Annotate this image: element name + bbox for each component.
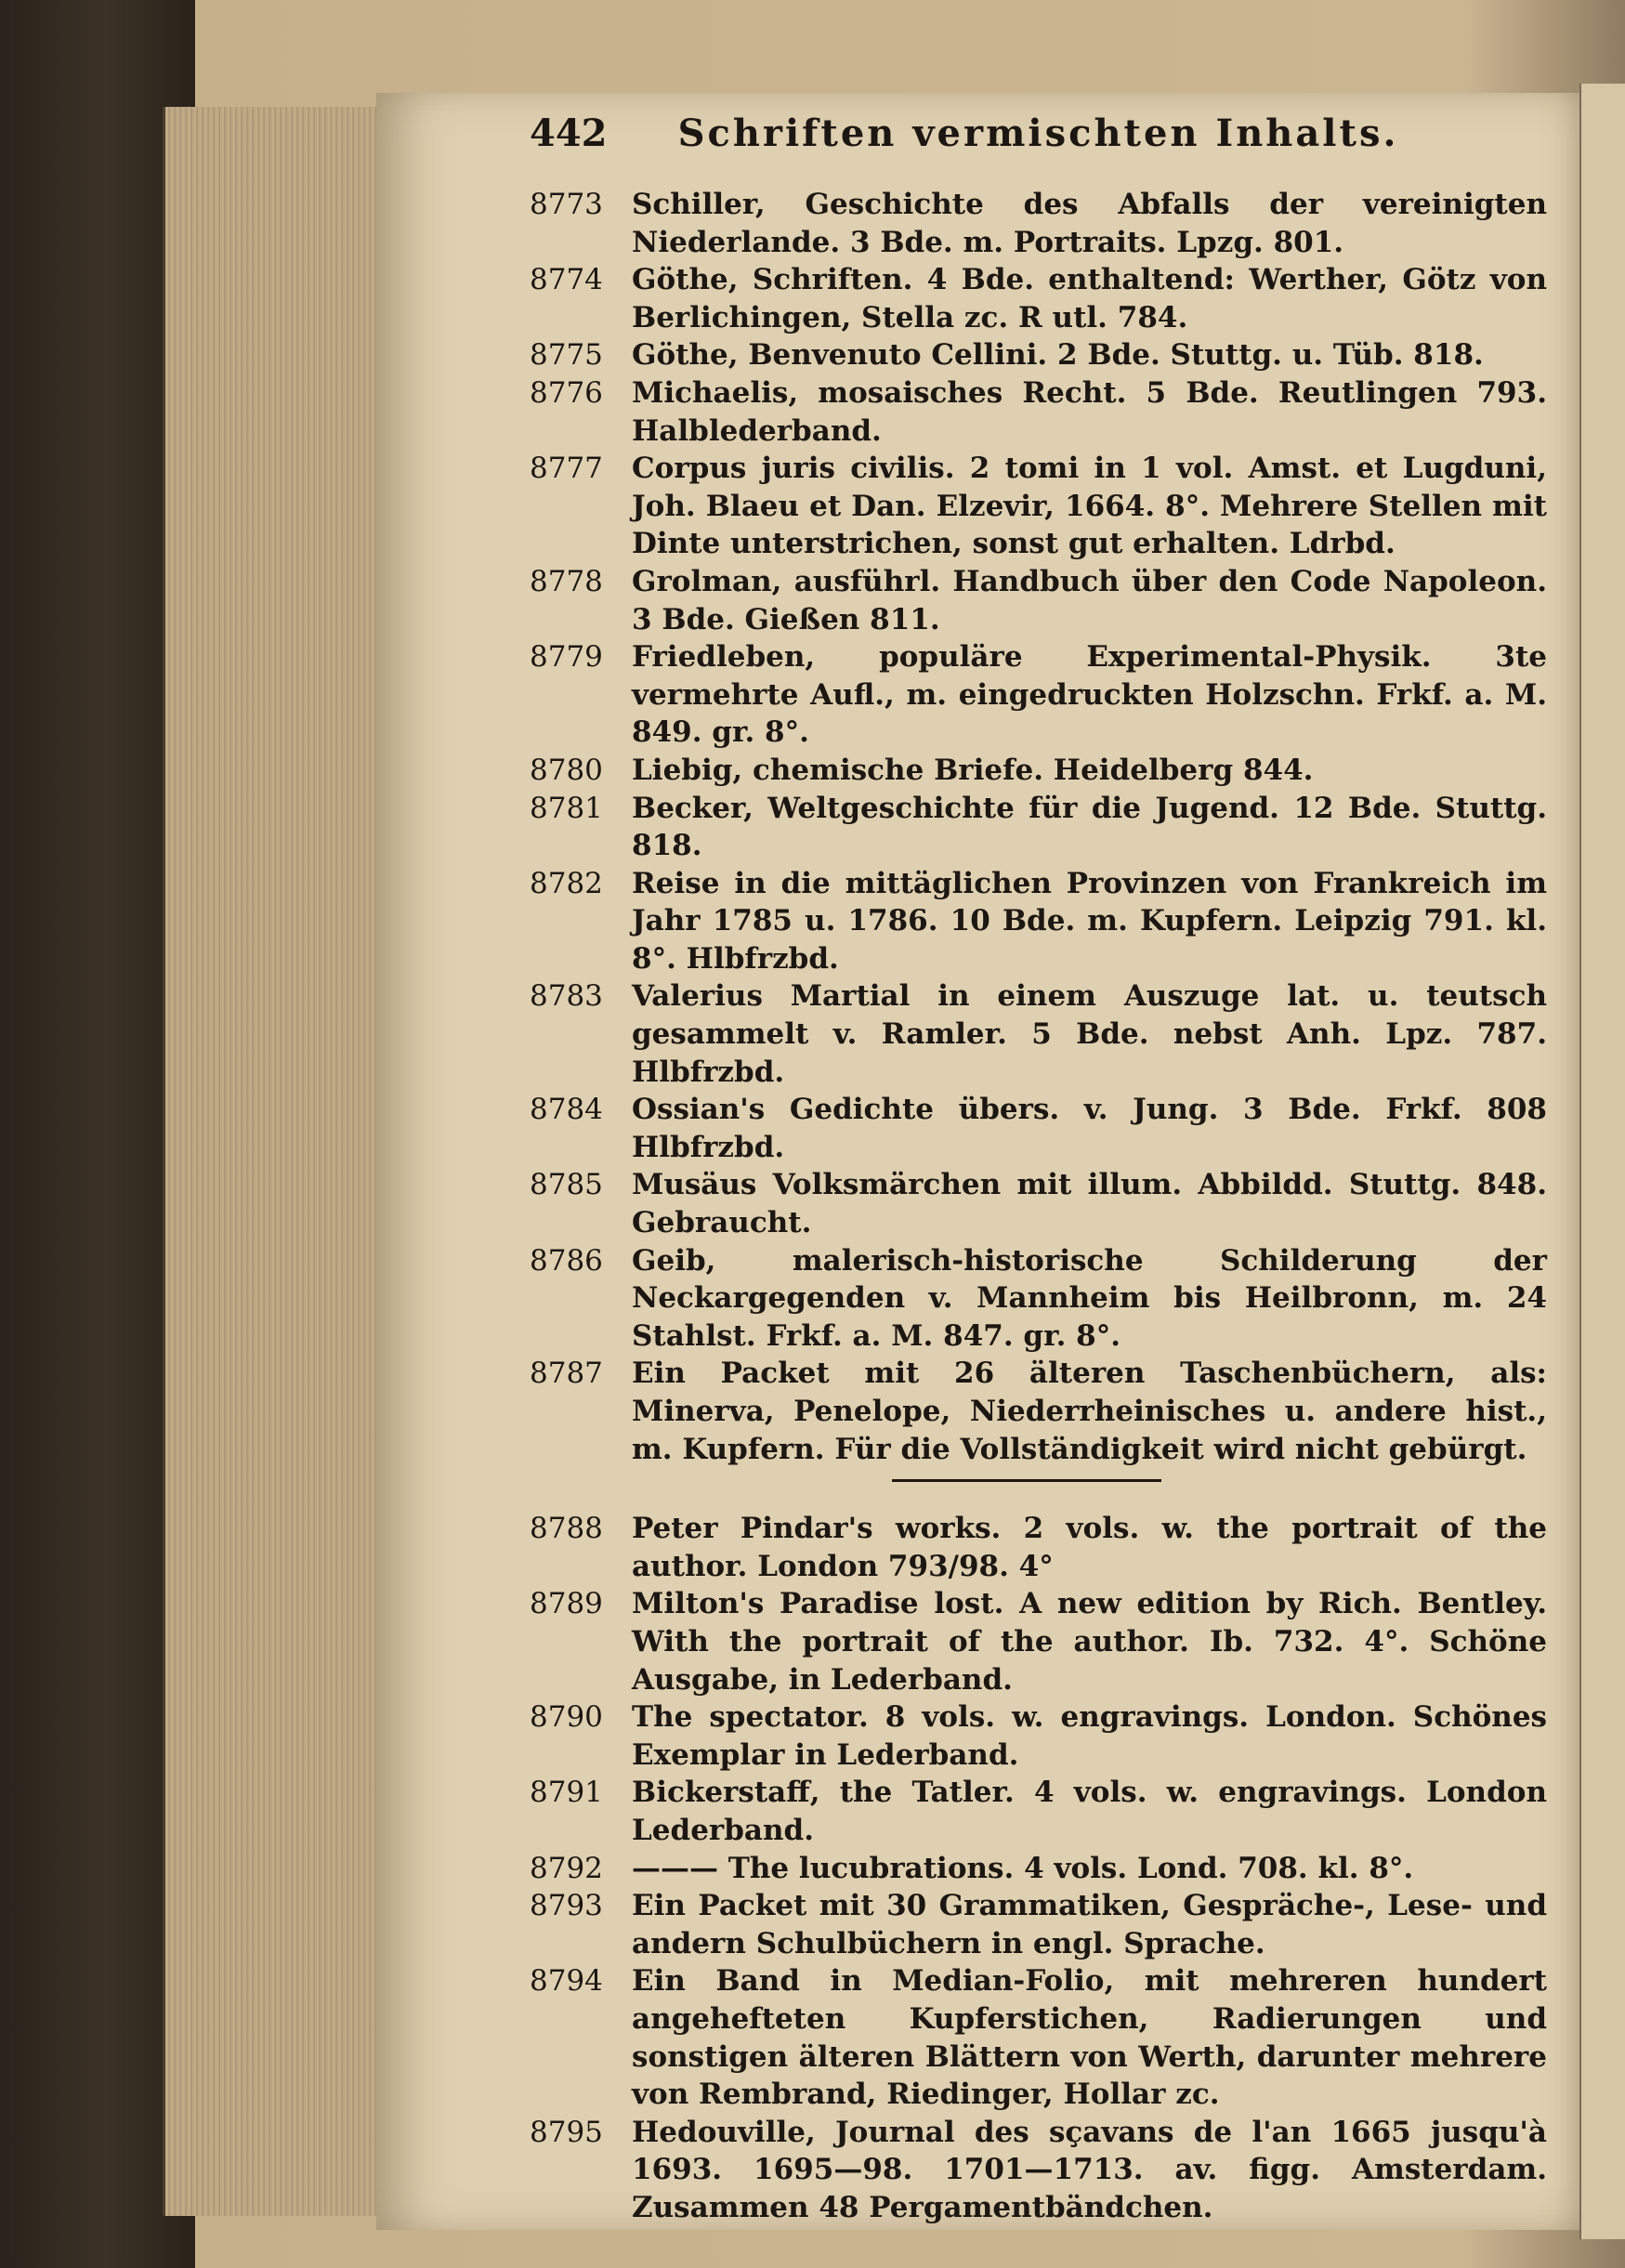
entry-number: 8782 bbox=[530, 866, 603, 900]
catalog-entry bbox=[520, 1850, 1547, 1888]
entry-number: 8784 bbox=[530, 1093, 603, 1127]
catalog-entry bbox=[520, 563, 1547, 638]
entry-number: 8793 bbox=[530, 1889, 603, 1923]
catalog-entry bbox=[520, 374, 1547, 450]
entry-number: 8777 bbox=[530, 452, 603, 486]
entry-number: 8776 bbox=[530, 375, 603, 410]
entry-number: 8792 bbox=[530, 1851, 603, 1885]
entry-text: Peter Pindar's works. 2 vols. w. the portrait of the author. London 793/98. 4° bbox=[632, 1512, 1547, 1583]
catalog-entry bbox=[520, 1585, 1547, 1698]
entry-text: Michaelis, mosaisches Recht. 5 Bde. Reutlingen 793. Halblederband. bbox=[632, 375, 1547, 448]
catalog-entries-english bbox=[520, 1510, 1547, 2226]
catalog-entry bbox=[520, 1510, 1547, 1585]
entry-text: Liebig, chemische Briefe. Heidelberg 844. bbox=[632, 753, 1314, 787]
catalog-entry bbox=[520, 336, 1547, 374]
page-header bbox=[520, 111, 1547, 167]
entry-text: Hedouville, Journal des sçavans de l'an 1665 jusqu'à 1693. 1695—98. 1701—1713. av. figg. Amsterdam. Zusammen 48 Pergamentbändchen. bbox=[632, 2115, 1547, 2224]
entry-number: 8790 bbox=[530, 1700, 603, 1735]
next-page-edge bbox=[1579, 84, 1625, 2239]
entry-number: 8795 bbox=[530, 2115, 603, 2149]
catalog-entry bbox=[520, 1242, 1547, 1356]
entry-text: Ein Packet mit 26 älteren Taschenbüchern, als: Minerva, Penelope, Niederrheinisches u. andere hist., m. Kupfern. Für die Vollständigkeit wird nicht gebürgt. bbox=[632, 1357, 1547, 1466]
entry-number: 8785 bbox=[530, 1168, 603, 1202]
page-content bbox=[520, 111, 1547, 2226]
catalog-entry bbox=[520, 1962, 1547, 2113]
entry-number: 8789 bbox=[530, 1587, 603, 1621]
entry-text: Ossian's Gedichte übers. v. Jung. 3 Bde. Frkf. 808 Hlbfrzbd. bbox=[632, 1093, 1547, 1164]
entry-text: Göthe, Schriften. 4 Bde. enthaltend: Werther, Götz von Berlichingen, Stella zc. R utl. 784. bbox=[632, 263, 1547, 334]
entry-text: Ein Band in Median-Folio, mit mehreren hundert angehefteten Kupferstichen, Radierungen und sonstigen älteren Blättern von Werth, darunter mehrere von Rembrand, Riedinger, Hollar zc. bbox=[632, 1964, 1547, 2112]
catalog-entry bbox=[520, 977, 1547, 1091]
entry-text: Friedleben, populäre Experimental-Physik. 3te vermehrte Aufl., m. eingedruckten Holzschn. Frkf. a. M. 849. gr. 8°. bbox=[632, 640, 1547, 750]
entry-number: 8773 bbox=[530, 188, 603, 221]
catalog-entries-german bbox=[520, 186, 1547, 1468]
catalog-entry bbox=[520, 1774, 1547, 1849]
entry-text: Ein Packet mit 30 Grammatiken, Gespräche-, Lese- und andern Schulbüchern in engl. Sprache. bbox=[632, 1889, 1547, 1960]
entry-number: 8786 bbox=[530, 1243, 603, 1278]
entry-text: Musäus Volksmärchen mit illum. Abbildd. Stuttg. 848. Gebraucht. bbox=[632, 1168, 1547, 1240]
entry-number: 8774 bbox=[530, 263, 603, 297]
entry-text: ——— The lucubrations. 4 vols. Lond. 708. kl. 8°. bbox=[632, 1851, 1414, 1885]
entry-number: 8794 bbox=[530, 1964, 603, 1999]
catalog-entry bbox=[520, 1887, 1547, 1962]
entry-number: 8791 bbox=[530, 1776, 603, 1810]
catalog-entry bbox=[520, 450, 1547, 563]
entry-number: 8775 bbox=[530, 338, 603, 373]
page-number: 442 bbox=[530, 111, 608, 155]
entry-text: Becker, Weltgeschichte für die Jugend. 12 Bde. Stuttg. 818. bbox=[632, 791, 1547, 863]
entry-number: 8787 bbox=[530, 1357, 603, 1391]
catalog-entry bbox=[520, 790, 1547, 865]
catalog-entry bbox=[520, 752, 1547, 790]
entry-number: 8783 bbox=[530, 979, 603, 1014]
catalog-entry bbox=[520, 1355, 1547, 1468]
entry-number: 8778 bbox=[530, 564, 603, 598]
entry-text: Milton's Paradise lost. A new edition by Rich. Bentley. With the portrait of the author. Ib. 732. 4°. Schöne Ausgabe, in Lederband. bbox=[632, 1587, 1547, 1697]
entry-text: Valerius Martial in einem Auszuge lat. u. teutsch gesammelt v. Ramler. 5 Bde. nebst Anh. Lpz. 787. Hlbfrzbd. bbox=[632, 979, 1547, 1089]
entry-text: Geib, malerisch-historische Schilderung der Neckargegenden v. Mannheim bis Heilbronn, m. 24 Stahlst. Frkf. a. M. 847. gr. 8°. bbox=[632, 1243, 1547, 1353]
catalog-entry bbox=[520, 261, 1547, 336]
catalog-entry bbox=[520, 1698, 1547, 1774]
entry-text: Reise in die mittäglichen Provinzen von Frankreich im Jahr 1785 u. 1786. 10 Bde. m. Kupfern. Leipzig 791. kl. 8°. Hlbfrzbd. bbox=[632, 866, 1547, 976]
catalog-entry bbox=[520, 865, 1547, 978]
running-title: Schriften vermischten Inhalts. bbox=[677, 111, 1399, 155]
catalog-entry bbox=[520, 186, 1547, 261]
entry-text: Corpus juris civilis. 2 tomi in 1 vol. Amst. et Lugduni, Joh. Blaeu et Dan. Elzevir, 1664. 8°. Mehrere Stellen mit Dinte unterstrichen, sonst gut erhalten. Ldrbd. bbox=[632, 452, 1547, 561]
entry-number: 8779 bbox=[530, 640, 603, 675]
catalog-entry bbox=[520, 638, 1547, 752]
catalog-entry bbox=[520, 1166, 1547, 1241]
catalog-entry bbox=[520, 2114, 1547, 2227]
entry-text: Göthe, Benvenuto Cellini. 2 Bde. Stuttg. u. Tüb. 818. bbox=[632, 338, 1484, 373]
entry-number: 8780 bbox=[530, 753, 603, 787]
entry-text: Bickerstaff, the Tatler. 4 vols. w. engravings. London Lederband. bbox=[632, 1776, 1547, 1847]
entry-text: The spectator. 8 vols. w. engravings. London. Schönes Exemplar in Lederband. bbox=[632, 1700, 1547, 1772]
catalog-entry bbox=[520, 1091, 1547, 1166]
entry-text: Schiller, Geschichte des Abfalls der vereinigten Niederlande. 3 Bde. m. Portraits. Lpzg. 801. bbox=[632, 188, 1547, 259]
section-divider-rule bbox=[892, 1479, 1161, 1482]
page-stack-edge bbox=[163, 107, 384, 2216]
entry-number: 8788 bbox=[530, 1512, 603, 1546]
entry-number: 8781 bbox=[530, 791, 603, 825]
entry-text: Grolman, ausführl. Handbuch über den Code Napoleon. 3 Bde. Gießen 811. bbox=[632, 564, 1547, 636]
